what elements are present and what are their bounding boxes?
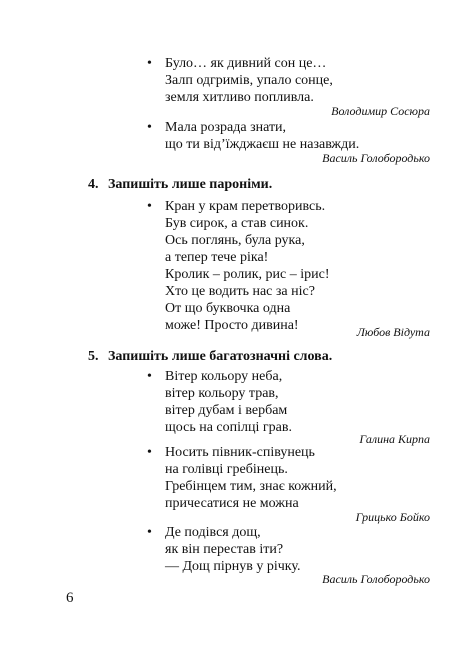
poem-line: Мала розрада знати,	[165, 120, 287, 135]
poem-2	[147, 119, 360, 153]
page-number: 6	[66, 590, 74, 606]
poem-line: на голівці гребінець.	[165, 462, 288, 477]
poem-line: Було… як дивний сон це…	[165, 56, 327, 71]
poem-author: Василь Голобородько	[322, 151, 430, 165]
poem-5	[147, 444, 337, 512]
poem-line: може! Просто дивина!	[165, 318, 299, 333]
task-text: Запишіть лише пароніми.	[108, 177, 273, 192]
poem-4	[147, 368, 292, 436]
poem-line: а тепер тече ріка!	[165, 250, 269, 265]
poem-line: щось на сопілці грав.	[165, 420, 292, 435]
poem-author: Василь Голобородько	[322, 572, 430, 586]
bullet-icon: •	[147, 525, 152, 540]
poem-line: як він перестав іти?	[165, 542, 284, 557]
poem-author: Грицько Бойко	[355, 510, 430, 524]
poem-1	[147, 55, 333, 106]
poem-line: Залп одгримів, упало сонце,	[165, 73, 333, 88]
task-text: Запишіть лише багатозначні слова.	[108, 349, 333, 364]
bullet-icon: •	[147, 56, 152, 71]
poem-line: — Дощ пірнув у річку.	[165, 559, 301, 574]
poem-line: Був сирок, а став синок.	[165, 216, 309, 231]
poem-line: вітер кольору трав,	[165, 386, 279, 401]
poem-line: Де подівся дощ,	[165, 525, 261, 540]
poem-line: От що буквочка одна	[165, 301, 291, 316]
poem-line: що ти від’їжджаєш не назавжди.	[165, 137, 360, 152]
poem-author: Володимир Сосюра	[331, 104, 430, 118]
poem-line: Кролик – ролик, рис – ірис!	[165, 267, 330, 282]
poem-line: Ось поглянь, була рука,	[165, 233, 305, 248]
task-number: 4.	[88, 177, 99, 192]
poem-line: Носить півник-співунець	[165, 445, 315, 460]
poem-author: Галина Кирпа	[359, 432, 430, 446]
poem-line: Кран у крам перетворивсь.	[165, 199, 326, 214]
task-5-heading	[88, 349, 332, 365]
bullet-icon: •	[147, 120, 152, 135]
poem-line: Вітер кольору неба,	[165, 369, 283, 384]
poem-line: Хто це водить нас за ніс?	[165, 284, 315, 299]
poem-3	[147, 198, 330, 334]
bullet-icon: •	[147, 199, 152, 214]
poem-line: Гребінцем тим, знає кожний,	[165, 479, 337, 494]
task-number: 5.	[88, 349, 99, 364]
poem-author: Любов Відута	[356, 325, 430, 339]
bullet-icon: •	[147, 445, 152, 460]
task-4-heading	[88, 177, 272, 193]
poem-line: вітер дубам і вербам	[165, 403, 288, 418]
poem-line: земля хитливо попливла.	[165, 90, 314, 105]
poem-line: причесатися не можна	[165, 496, 299, 511]
bullet-icon: •	[147, 369, 152, 384]
poem-6	[147, 524, 301, 575]
